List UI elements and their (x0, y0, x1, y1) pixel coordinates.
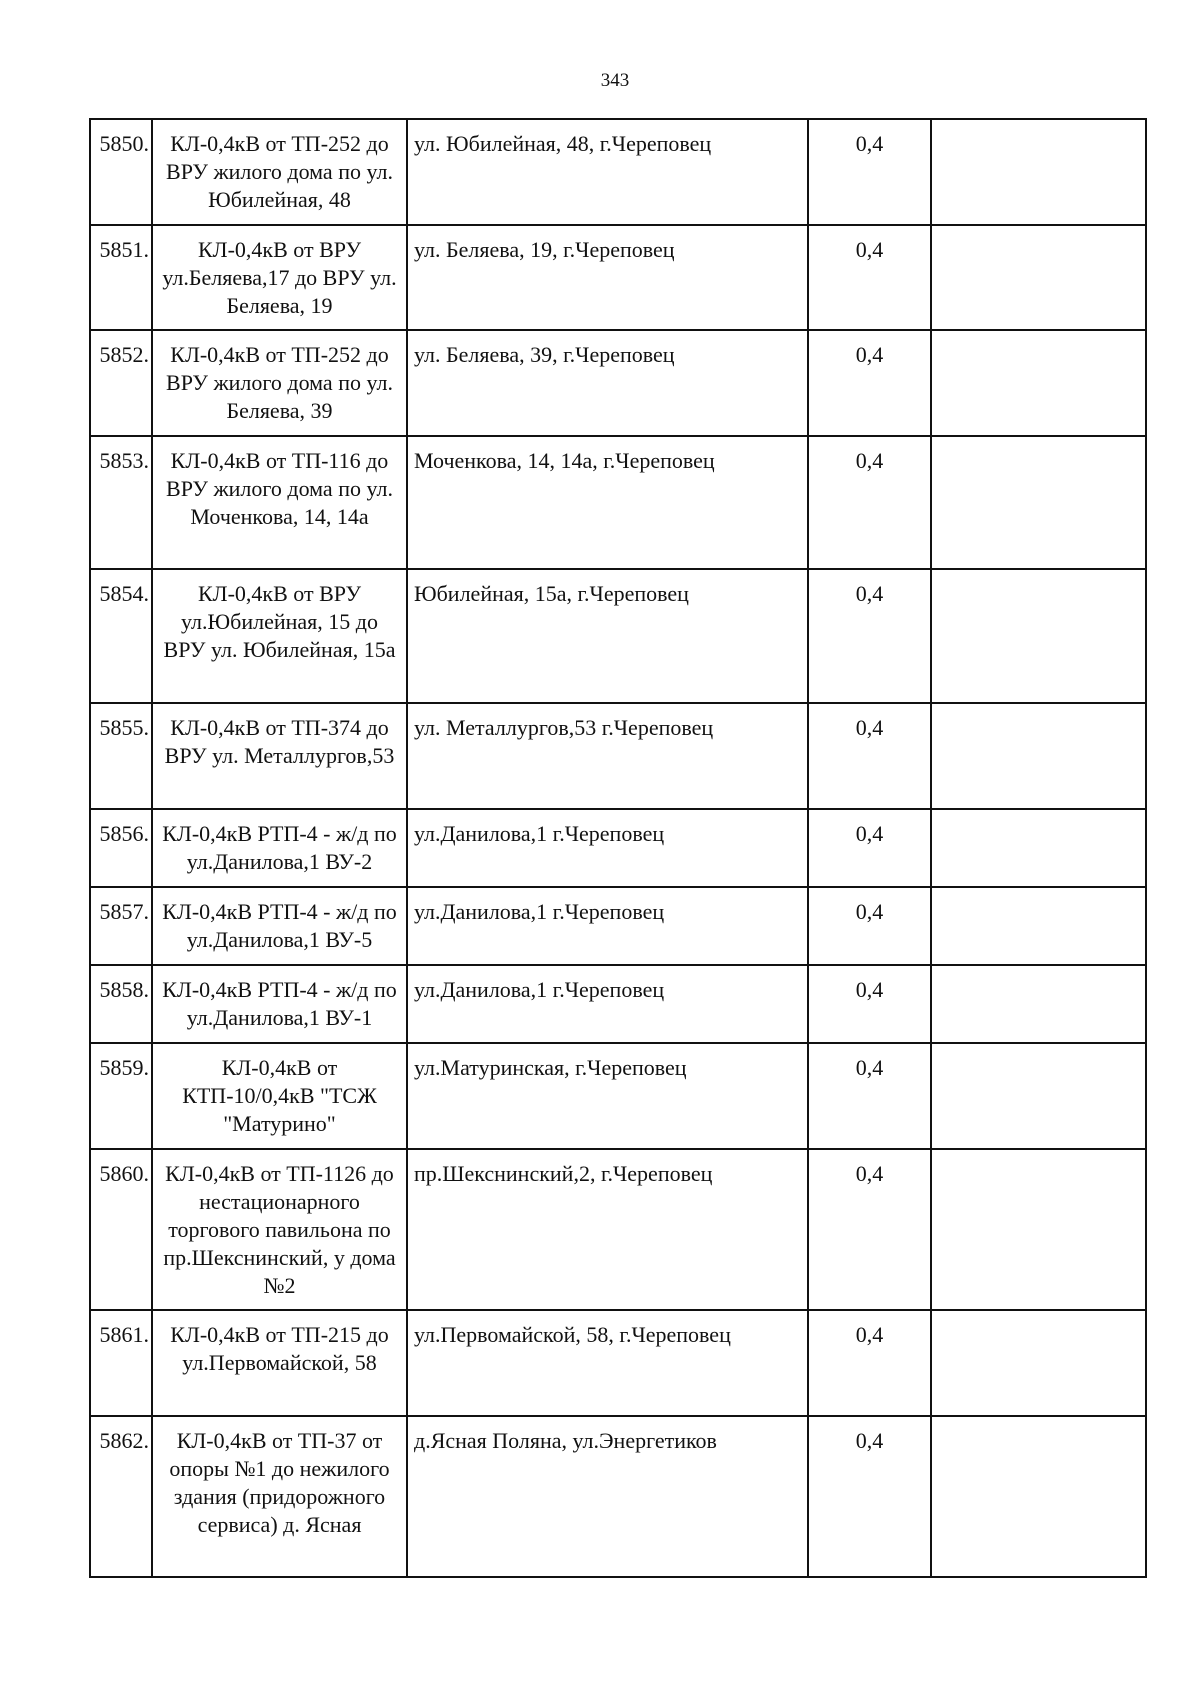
line-name: КЛ-0,4кВ от ТП-374 до ВРУ ул. Металлургов,53 (152, 703, 407, 809)
row-number: 5853. (90, 436, 152, 569)
row-number: 5855. (90, 703, 152, 809)
table-row (90, 809, 1146, 887)
table-row (90, 119, 1146, 225)
row-number: 5857. (90, 887, 152, 965)
table-row (90, 703, 1146, 809)
table-row (90, 436, 1146, 569)
line-voltage: 0,4 (808, 1149, 931, 1310)
line-note (931, 1043, 1146, 1149)
line-name: КЛ-0,4кВ от ТП-116 до ВРУ жилого дома по ул. Моченкова, 14, 14а (152, 436, 407, 569)
line-note (931, 436, 1146, 569)
line-address: ул. Металлургов,53 г.Череповец (407, 703, 808, 809)
row-number: 5851. (90, 225, 152, 330)
line-name: КЛ-0,4кВ РТП-4 - ж/д по ул.Данилова,1 ВУ-1 (152, 965, 407, 1043)
row-number: 5860. (90, 1149, 152, 1310)
line-voltage: 0,4 (808, 1416, 931, 1577)
row-number: 5861. (90, 1310, 152, 1416)
registry-table (89, 118, 1147, 1578)
table-row (90, 1310, 1146, 1416)
line-voltage: 0,4 (808, 225, 931, 330)
line-name: КЛ-0,4кВ от ВРУ ул.Юбилейная, 15 до ВРУ ул. Юбилейная, 15а (152, 569, 407, 703)
line-voltage: 0,4 (808, 330, 931, 436)
line-note (931, 1416, 1146, 1577)
line-name: КЛ-0,4кВ от ТП-215 до ул.Первомайской, 58 (152, 1310, 407, 1416)
line-name: КЛ-0,4кВ от ТП-37 от опоры №1 до нежилого здания (придорожного сервиса) д. Ясная (152, 1416, 407, 1577)
row-number: 5856. (90, 809, 152, 887)
table-row (90, 1149, 1146, 1310)
line-address: ул.Матуринская, г.Череповец (407, 1043, 808, 1149)
line-note (931, 225, 1146, 330)
line-note (931, 965, 1146, 1043)
page-number: 343 (600, 70, 630, 91)
row-number: 5850. (90, 119, 152, 225)
line-voltage: 0,4 (808, 1043, 931, 1149)
line-voltage: 0,4 (808, 887, 931, 965)
line-voltage: 0,4 (808, 569, 931, 703)
line-address: Моченкова, 14, 14а, г.Череповец (407, 436, 808, 569)
line-note (931, 703, 1146, 809)
line-voltage: 0,4 (808, 119, 931, 225)
line-name: КЛ-0,4кВ РТП-4 - ж/д по ул.Данилова,1 ВУ-5 (152, 887, 407, 965)
line-note (931, 809, 1146, 887)
line-name: КЛ-0,4кВ от ТП-252 до ВРУ жилого дома по ул. Беляева, 39 (152, 330, 407, 436)
line-name: КЛ-0,4кВ от ТП-1126 до нестационарного торгового павильона по пр.Шекснинский, у дома №2 (152, 1149, 407, 1310)
line-address: Юбилейная, 15а, г.Череповец (407, 569, 808, 703)
line-voltage: 0,4 (808, 1310, 931, 1416)
line-address: ул.Данилова,1 г.Череповец (407, 809, 808, 887)
line-name: КЛ-0,4кВ от ВРУ ул.Беляева,17 до ВРУ ул. Беляева, 19 (152, 225, 407, 330)
row-number: 5858. (90, 965, 152, 1043)
table-row (90, 225, 1146, 330)
row-number: 5859. (90, 1043, 152, 1149)
row-number: 5852. (90, 330, 152, 436)
line-voltage: 0,4 (808, 436, 931, 569)
line-address: ул.Данилова,1 г.Череповец (407, 887, 808, 965)
line-voltage: 0,4 (808, 703, 931, 809)
line-name: КЛ-0,4кВ от ТП-252 до ВРУ жилого дома по ул. Юбилейная, 48 (152, 119, 407, 225)
line-address: ул.Первомайской, 58, г.Череповец (407, 1310, 808, 1416)
line-note (931, 569, 1146, 703)
line-address: ул. Юбилейная, 48, г.Череповец (407, 119, 808, 225)
line-note (931, 1310, 1146, 1416)
line-note (931, 1149, 1146, 1310)
table-row (90, 1043, 1146, 1149)
row-number: 5862. (90, 1416, 152, 1577)
line-name: КЛ-0,4кВ от КТП-10/0,4кВ "ТСЖ "Матурино" (152, 1043, 407, 1149)
line-address: пр.Шекснинский,2, г.Череповец (407, 1149, 808, 1310)
row-number: 5854. (90, 569, 152, 703)
line-note (931, 119, 1146, 225)
line-voltage: 0,4 (808, 809, 931, 887)
line-address: ул. Беляева, 19, г.Череповец (407, 225, 808, 330)
line-note (931, 887, 1146, 965)
line-address: ул.Данилова,1 г.Череповец (407, 965, 808, 1043)
table-row (90, 965, 1146, 1043)
line-voltage: 0,4 (808, 965, 931, 1043)
line-note (931, 330, 1146, 436)
table-row (90, 1416, 1146, 1577)
table-row (90, 887, 1146, 965)
table-row (90, 569, 1146, 703)
line-address: ул. Беляева, 39, г.Череповец (407, 330, 808, 436)
line-address: д.Ясная Поляна, ул.Энергетиков (407, 1416, 808, 1577)
table-row (90, 330, 1146, 436)
line-name: КЛ-0,4кВ РТП-4 - ж/д по ул.Данилова,1 ВУ-2 (152, 809, 407, 887)
